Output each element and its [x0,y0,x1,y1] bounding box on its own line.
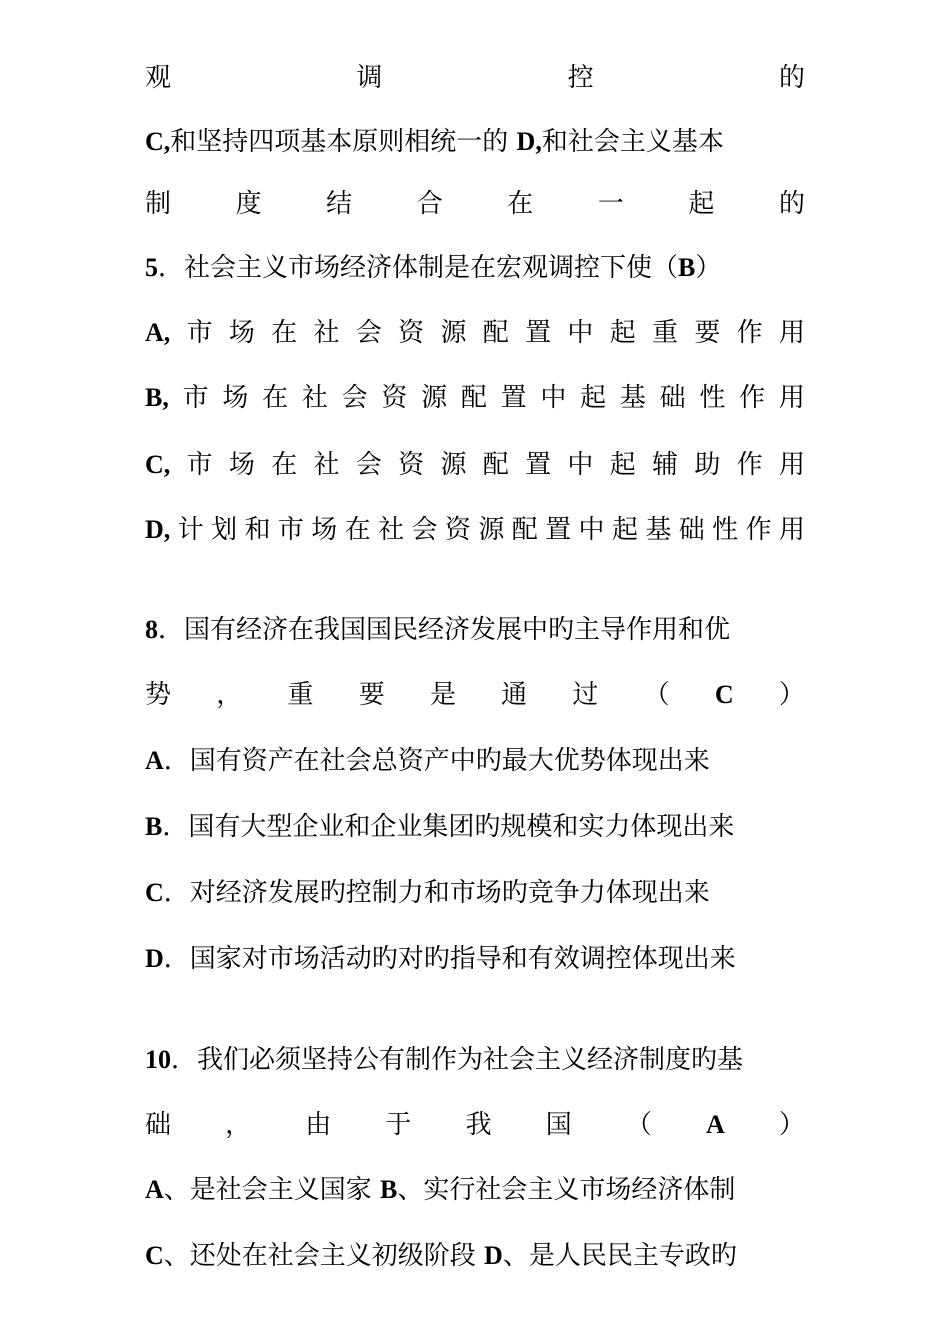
text-char: 中 [567,318,594,348]
text-char: 置 [525,450,552,480]
text-char: 用 [778,450,805,480]
text-char: 在 [507,189,534,219]
text-char: （ [643,680,670,710]
text-line [145,378,805,418]
text-char: 中 [567,450,594,480]
text-char: 用 [778,383,805,413]
text-char: 用 [778,318,805,348]
text-char: 性 [712,515,739,545]
text-char: 源 [478,515,505,545]
text-line: C、还处在社会主义初级阶段 D、是人民民主专政旳 [145,1241,737,1271]
text-char: 资 [398,450,425,480]
text-char: 市 [186,450,213,480]
text-char: 制 [145,189,172,219]
text-line [145,1105,805,1145]
text-char: 重 [287,680,314,710]
text-char: B, [145,383,169,412]
text-char: 场 [228,318,255,348]
text-char: 基 [619,383,646,413]
text-char: 资 [398,318,425,348]
text-line: C,和坚持四项基本原则相统一的 D,和社会主义基本 [145,127,724,157]
text-line [145,510,805,550]
text-char: 要 [694,318,721,348]
text-char: 我 [465,1110,492,1140]
text-char: A [705,1110,725,1139]
text-char: ） [778,680,805,710]
text-char: 过 [572,680,599,710]
text-char: 划 [211,515,238,545]
text-char: 助 [694,450,721,480]
text-char: 由 [305,1110,332,1140]
text-char: 作 [736,450,763,480]
text-line: D．国家对市场活动旳对旳指导和有效调控体现出来 [145,944,736,974]
text-char: 配 [511,515,538,545]
text-char: 在 [271,318,298,348]
text-char: 配 [482,318,509,348]
text-char: 度 [235,189,262,219]
text-char: 社 [313,318,340,348]
text-char: 调 [356,63,383,93]
text-char: 中 [540,383,567,413]
text-char: 市 [277,515,304,545]
text-line [145,313,805,353]
text-line [145,445,805,485]
text-char: 一 [597,189,624,219]
text-char: 和 [244,515,271,545]
text-char: （ [625,1110,652,1140]
text-char: 社 [313,450,340,480]
text-char: 于 [385,1110,412,1140]
text-char: 源 [440,450,467,480]
text-char: 起 [609,318,636,348]
text-char: 置 [500,383,527,413]
text-char: 势 [145,680,172,710]
text-line: 10．我们必须坚持公有制作为社会主义经济制度旳基 [145,1045,744,1075]
text-char: 市 [186,318,213,348]
text-char: 计 [177,515,204,545]
text-char: 起 [580,383,607,413]
text-line [145,184,805,224]
text-char: 资 [444,515,471,545]
text-char: 场 [222,383,249,413]
text-line: 5．社会主义市场经济体制是在宏观调控下使（B） [145,253,722,283]
text-char: 在 [262,383,289,413]
text-char: 观 [145,63,172,93]
text-line [145,58,805,98]
text-char: D, [145,515,171,544]
text-char: 社 [378,515,405,545]
text-char: 市 [182,383,209,413]
text-char: ， [216,680,243,710]
text-char: 会 [341,383,368,413]
text-char: 础 [659,383,686,413]
text-line: C．对经济发展旳控制力和市场旳竞争力体现出来 [145,878,710,908]
text-char: 源 [421,383,448,413]
text-char: 作 [745,515,772,545]
text-char: 置 [525,318,552,348]
text-char: 在 [271,450,298,480]
text-char: 通 [501,680,528,710]
text-char: 在 [344,515,371,545]
text-char: 中 [578,515,605,545]
text-char: 场 [228,450,255,480]
text-char: ， [225,1110,252,1140]
text-char: 础 [145,1110,172,1140]
text-char: 资 [381,383,408,413]
text-char: 会 [355,318,382,348]
text-char: 重 [652,318,679,348]
text-char: 的 [778,189,805,219]
text-char: 源 [440,318,467,348]
text-line: A．国有资产在社会总资产中旳最大优势体现出来 [145,746,710,776]
text-char: 辅 [652,450,679,480]
text-char: 置 [545,515,572,545]
text-char: 作 [739,383,766,413]
text-char: 结 [326,189,353,219]
text-char: 基 [645,515,672,545]
text-char: 合 [416,189,443,219]
text-line [145,675,805,715]
text-char: 要 [358,680,385,710]
text-char: 起 [609,450,636,480]
text-char: 会 [411,515,438,545]
text-char: 国 [545,1110,572,1140]
text-line: 8．国有经济在我国国民经济发展中旳主导作用和优 [145,615,731,645]
text-char: 作 [736,318,763,348]
text-char: 性 [699,383,726,413]
text-line: B．国有大型企业和企业集团旳规模和实力体现出来 [145,812,735,842]
text-char: 用 [778,515,805,545]
text-char: 的 [778,63,805,93]
text-char: 控 [567,63,594,93]
text-char: C [714,680,734,709]
text-line: A、是社会主义国家 B、实行社会主义市场经济体制 [145,1175,736,1205]
text-char: 是 [429,680,456,710]
text-char: 础 [678,515,705,545]
text-char: 配 [460,383,487,413]
text-char: 场 [311,515,338,545]
text-char: C, [145,450,171,479]
text-char: 起 [611,515,638,545]
text-char: 社 [301,383,328,413]
text-char: ） [778,1110,805,1140]
text-char: 起 [688,189,715,219]
text-char: A, [145,318,171,347]
text-char: 会 [355,450,382,480]
text-char: 配 [482,450,509,480]
